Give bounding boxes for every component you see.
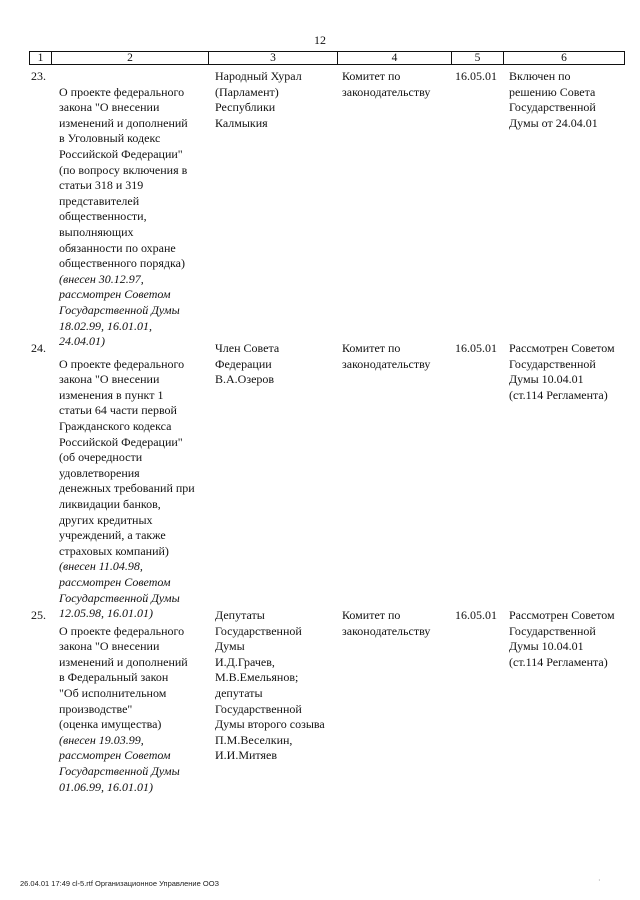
entry-author: Член Совета Федерации В.А.Озеров	[215, 341, 280, 387]
entry-status: Рассмотрен Советом Государственной Думы 10.04.01 (ст.114 Регламента)	[509, 341, 615, 402]
header-col-5: 5	[452, 52, 504, 64]
entry-committee: Комитет по законодательству	[342, 341, 431, 371]
entry-author: Депутаты Государственной Думы И.Д.Грачев, М.В.Емельянов; депутаты Государственной Думы второго созыва П.М.Веселкин, И.И.Митяев	[215, 608, 325, 763]
entry-title	[59, 341, 209, 637]
entry-note: (внесен 11.04.98, рассмотрен Советом Государственной Думы 12.05.98, 16.01.01)	[59, 559, 180, 621]
entry-number: 25.	[31, 608, 46, 622]
header-col-1: 1	[30, 52, 52, 64]
header-col-6: 6	[561, 52, 567, 64]
entry-committee: Комитет по законодательству	[342, 69, 431, 99]
entry-title-text: О проекте федерального закона "О внесении изменения в пункт 1 статьи 64 части первой Гражданского кодекса Российской Федерации" (об очередности удовлетворения денежных требований при ликвидации банков, других кредитных учреждений, а также страховых компаний)	[59, 356, 195, 558]
header-col-4: 4	[338, 52, 452, 64]
entry-title	[59, 69, 209, 365]
header-col-3: 3	[209, 52, 338, 64]
entry-committee: Комитет по законодательству	[342, 608, 431, 638]
corner-mark: ·	[598, 876, 601, 885]
table-header	[29, 51, 625, 65]
entry-title-text: О проекте федерального закона "О внесении изменений и дополнений в Уголовный кодекс Российской Федерации" (по вопросу включения в статьи 318 и 319 представителей общественности, выполняющих обязанности по охране общественного порядка)	[59, 84, 188, 271]
entry-note: (внесен 30.12.97, рассмотрен Советом Государственной Думы 18.02.99, 16.01.01, 24.04.01)	[59, 271, 180, 349]
document-footer: 26.04.01 17:49 cl-5.rtf Организационное Управление ООЗ	[20, 879, 220, 888]
entry-status: Рассмотрен Советом Государственной Думы 10.04.01 (ст.114 Регламента)	[509, 608, 615, 669]
entry-date: 16.05.01	[455, 69, 497, 83]
page-number: 12	[314, 33, 326, 47]
entry-note: (внесен 19.03.99, рассмотрен Советом Государственной Думы 01.06.99, 16.01.01)	[59, 732, 180, 794]
entry-title-text: О проекте федерального закона "О внесении изменений и дополнений в Федеральный закон "Об исполнительном производстве" (оценка имущества)	[59, 623, 188, 732]
entry-date: 16.05.01	[455, 341, 497, 355]
entry-author: Народный Хурал (Парламент) Республики Калмыкия	[215, 69, 302, 130]
header-col-2: 2	[52, 52, 209, 64]
entry-title	[59, 608, 209, 811]
entry-number: 23.	[31, 69, 46, 83]
entry-number: 24.	[31, 341, 46, 355]
entry-date: 16.05.01	[455, 608, 497, 622]
entry-status: Включен по решению Совета Государственной Думы от 24.04.01	[509, 69, 598, 130]
